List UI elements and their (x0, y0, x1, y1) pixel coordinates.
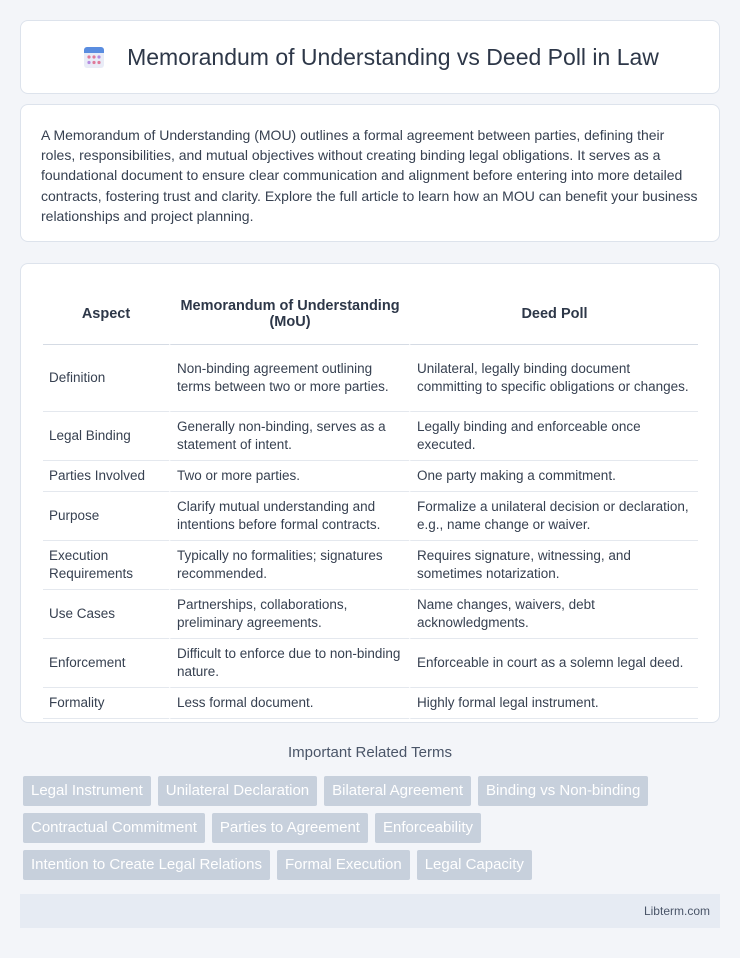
table-row (43, 541, 698, 590)
document-list-icon (81, 44, 107, 70)
table-row (43, 461, 698, 492)
tag-contractual-commitment[interactable]: Contractual Commitment (23, 813, 205, 843)
deed-poll-cell: One party making a commitment. (409, 461, 698, 492)
tag-intention-to-create-legal-relations[interactable]: Intention to Create Legal Relations (23, 850, 270, 880)
tag-row (23, 850, 723, 880)
deed-poll-cell: Requires signature, witnessing, and sometimes notarization. (409, 541, 698, 590)
mou-cell: Difficult to enforce due to non-binding nature. (169, 639, 409, 688)
column-header-mou: Memorandum of Understanding (MoU) (169, 283, 409, 345)
tag-legal-instrument[interactable]: Legal Instrument (23, 776, 151, 806)
tag-enforceability[interactable]: Enforceability (375, 813, 481, 843)
deed-poll-cell: Enforceable in court as a solemn legal deed. (409, 639, 698, 688)
mou-cell: Clarify mutual understanding and intentions before formal contracts. (169, 492, 409, 541)
table-row (43, 492, 698, 541)
tag-unilateral-declaration[interactable]: Unilateral Declaration (158, 776, 317, 806)
tag-row (23, 776, 723, 806)
aspect-cell: Parties Involved (43, 461, 169, 492)
comparison-table (43, 283, 698, 719)
related-terms-tags (23, 776, 723, 887)
table-row (43, 590, 698, 639)
footer (20, 894, 720, 928)
aspect-cell: Enforcement (43, 639, 169, 688)
deed-poll-cell: Formalize a unilateral decision or declaration, e.g., name change or waiver. (409, 492, 698, 541)
mou-cell: Non-binding agreement outlining terms between two or more parties. (169, 345, 409, 412)
deed-poll-cell: Legally binding and enforceable once executed. (409, 412, 698, 461)
intro-card (20, 104, 720, 242)
related-terms-title: Important Related Terms (288, 744, 452, 761)
tag-formal-execution[interactable]: Formal Execution (277, 850, 410, 880)
deed-poll-cell: Name changes, waivers, debt acknowledgments. (409, 590, 698, 639)
column-header-deed-poll: Deed Poll (409, 283, 698, 345)
aspect-cell: Definition (43, 345, 169, 412)
mou-cell: Typically no formalities; signatures recommended. (169, 541, 409, 590)
table-header-row (43, 283, 698, 345)
deed-poll-cell: Highly formal legal instrument. (409, 688, 698, 719)
tag-parties-to-agreement[interactable]: Parties to Agreement (212, 813, 368, 843)
aspect-cell: Execution Requirements (43, 541, 169, 590)
table-row (43, 639, 698, 688)
page-title: Memorandum of Understanding vs Deed Poll in Law (127, 43, 659, 70)
tag-bilateral-agreement[interactable]: Bilateral Agreement (324, 776, 471, 806)
mou-cell: Partnerships, collaborations, preliminary agreements. (169, 590, 409, 639)
footer-site-link[interactable]: Libterm.com (643, 904, 710, 918)
aspect-cell: Legal Binding (43, 412, 169, 461)
aspect-cell: Use Cases (43, 590, 169, 639)
mou-cell: Two or more parties. (169, 461, 409, 492)
mou-cell: Generally non-binding, serves as a statement of intent. (169, 412, 409, 461)
table-row (43, 688, 698, 719)
table-row (43, 412, 698, 461)
comparison-card (20, 263, 720, 723)
header-card (20, 20, 720, 94)
intro-text: A Memorandum of Understanding (MOU) outlines a formal agreement between parties, defining their roles, responsibilities, and mutual objectives without creating binding legal obligations. It serves as a foundational document to ensure clear communication and alignment before entering into more detailed contracts, fostering trust and clarity. Explore the full article to learn how an MOU can benefit your business relationships and project planning. (41, 127, 698, 224)
table-row (43, 345, 698, 412)
tag-row (23, 813, 723, 843)
aspect-cell: Formality (43, 688, 169, 719)
deed-poll-cell: Unilateral, legally binding document committing to specific obligations or changes. (409, 345, 698, 412)
aspect-cell: Purpose (43, 492, 169, 541)
tag-legal-capacity[interactable]: Legal Capacity (417, 850, 532, 880)
column-header-aspect: Aspect (43, 283, 169, 345)
tag-binding-vs-non-binding[interactable]: Binding vs Non-binding (478, 776, 648, 806)
mou-cell: Less formal document. (169, 688, 409, 719)
